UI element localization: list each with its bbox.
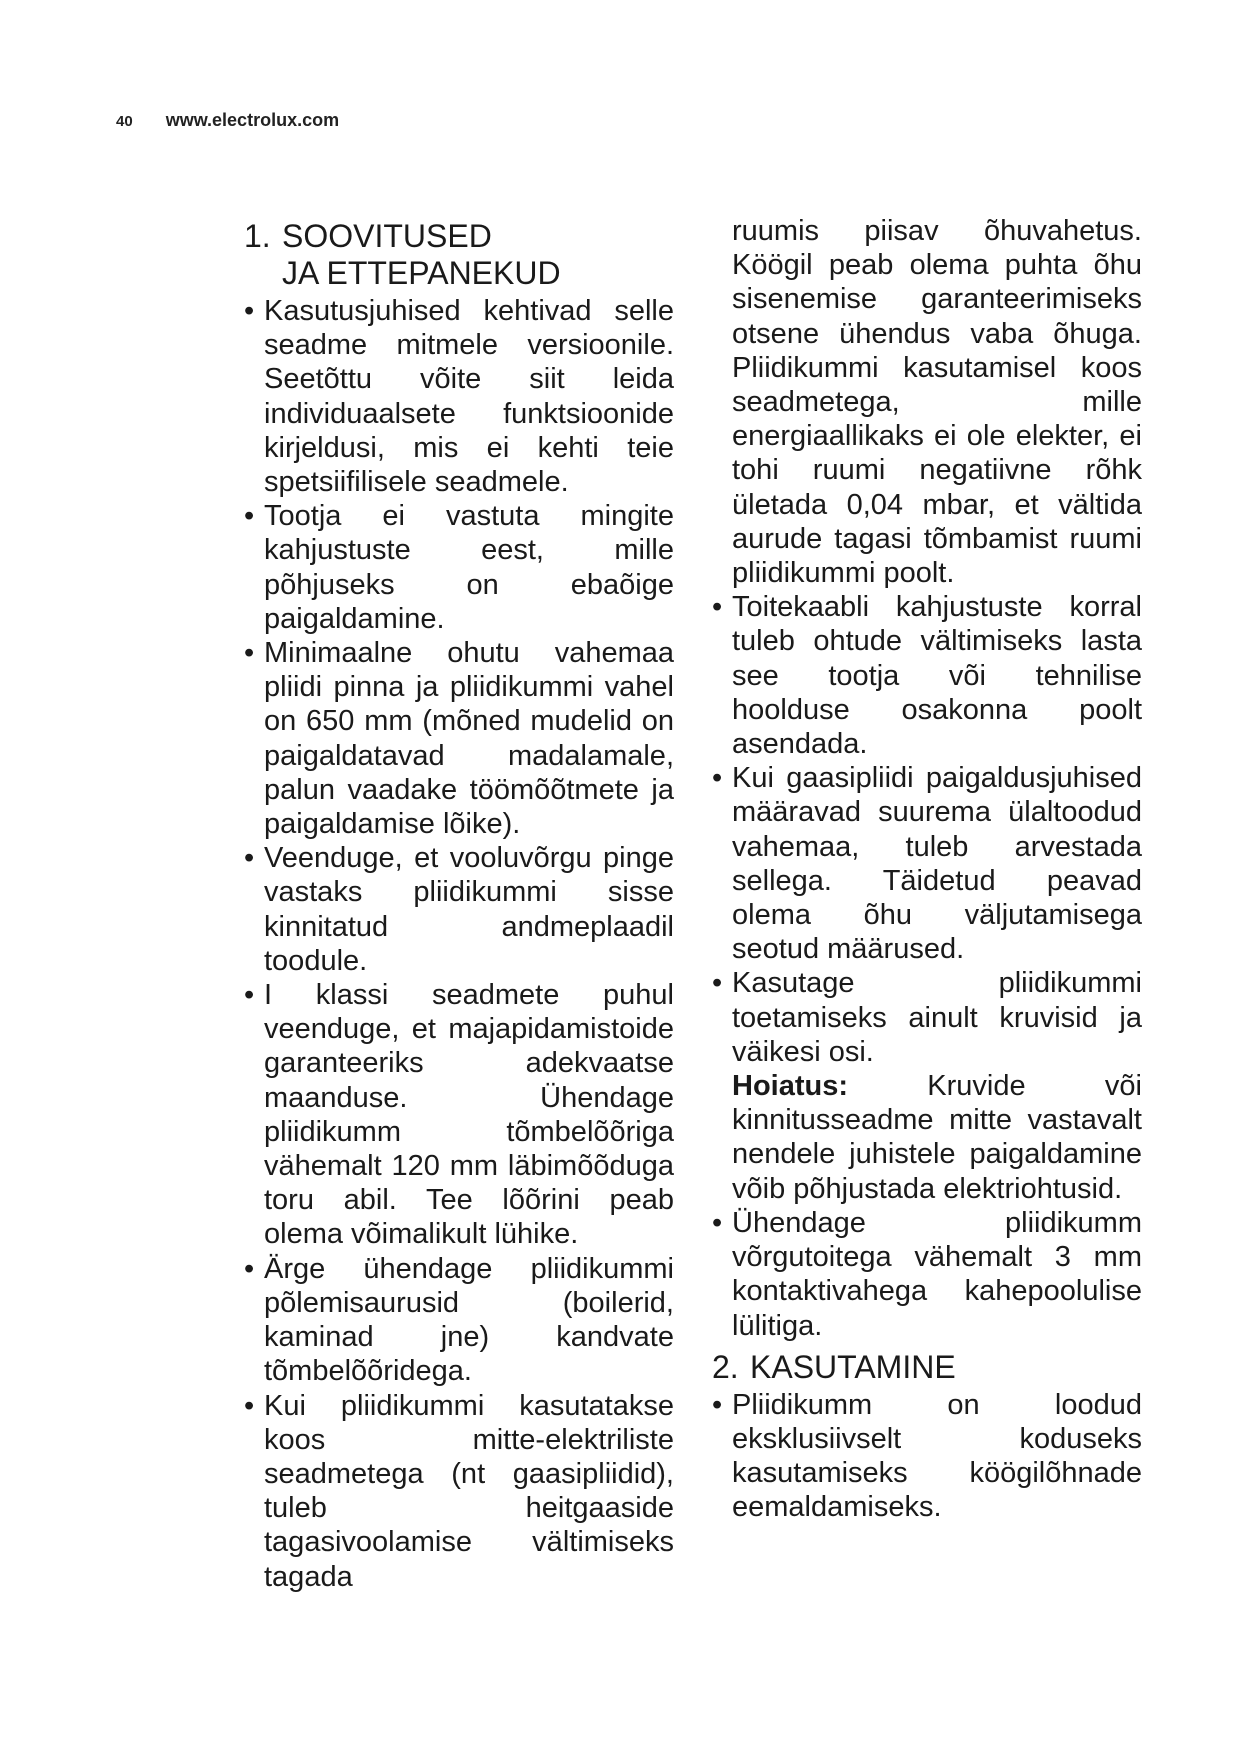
bullet-icon: • — [712, 1206, 723, 1239]
list-item: • Ärge ühendage pliidikummi põlemisaurusid (boilerid, kaminad jne) kandvate tõmbelõõridega. — [244, 1252, 674, 1388]
section-title — [282, 218, 674, 292]
section-title-line2: JA ETTEPANEKUD — [282, 255, 561, 291]
recommendations-list-continued — [712, 590, 1142, 1069]
bullet-icon: • — [712, 1388, 723, 1421]
page-header — [116, 110, 339, 131]
bullet-icon: • — [244, 1252, 255, 1285]
recommendations-list — [244, 294, 674, 1594]
usage-list — [712, 1388, 1142, 1525]
list-item: • Kui gaasipliidi paigaldusjuhised määravad suurema ülaltoodud vahemaa, tuleb arvestada sellega. Täidetud peavad olema õhu väljutamisega seotud määrused. — [712, 762, 1142, 966]
bullet-icon: • — [244, 295, 255, 327]
section-number: 2. — [712, 1348, 739, 1385]
bullet-icon: • — [244, 1389, 255, 1422]
list-item: • Pliidikumm on loodud eksklusiivselt koduseks kasutamiseks köögilõhnade eemaldamiseks. — [712, 1388, 1142, 1524]
section-heading-usage — [712, 1349, 1142, 1386]
bullet-icon: • — [712, 967, 723, 1000]
bullet-icon: • — [712, 591, 723, 624]
list-item: • I klassi seadmete puhul veenduge, et majapidamistoide garanteeriks adekvaatse maanduse. Ühendage pliidikumm tõmbelõõriga vähemalt 120 mm läbimõõduga toru abil. Tee lõõrini peab olema võimalikult lühike. — [244, 979, 674, 1251]
bullet-icon: • — [712, 762, 723, 795]
right-column — [712, 214, 1142, 1525]
bullet-icon: • — [244, 500, 255, 533]
section-heading-recommendations — [244, 218, 674, 292]
bullet-icon: • — [244, 979, 255, 1012]
list-item: • Ühendage pliidikumm võrgutoitega vähemalt 3 mm kontaktivahega kahepoolulise lülitiga. — [712, 1206, 1142, 1342]
list-item-continuation: ruumis piisav õhuvahetus. Köögil peab olema puhta õhu sisenemise garanteerimiseks otsene ühendus vaba õhuga. Pliidikummi kasutamisel koos seadmetega, mille energiaallikaks ei ole elekter, ei tohi ruumi negatiivne rõhk ületada 0,04 mbar, et vältida aurude tagasi tõmbamist ruumi pliidikummi poolt. — [732, 215, 1142, 590]
bullet-icon: • — [244, 637, 255, 670]
left-column — [244, 214, 674, 1594]
page-number: 40 — [116, 113, 133, 130]
warning-label: Hoiatus: — [732, 1070, 848, 1103]
list-item: • Kasutusjuhised kehtivad selle seadme mitmele versioonile. Seetõttu võite siit leida individuaalsete funktsioonide kirjeldusi, mis ei kehti teie spetsiifilisele seadmele. — [244, 295, 674, 499]
bullet-icon: • — [244, 842, 255, 875]
list-item: • Minimaalne ohutu vahemaa pliidi pinna ja pliidikummi vahel on 650 mm (mõned mudelid on paigaldatavad madalamale, palun vaadake töömõõtmete ja paigaldamise lõike). — [244, 637, 674, 841]
list-item: • Veenduge, et vooluvõrgu pinge vastaks pliidikummi sisse kinnitatud andmeplaadil toodule. — [244, 842, 674, 977]
list-item: • Kui pliidikummi kasutatakse koos mitte-elektriliste seadmetega (nt gaasipliidid), tuleb heitgaaside tagasivoolamise vältimiseks tagada — [244, 1389, 674, 1593]
list-item: • Tootja ei vastuta mingite kahjustuste eest, mille põhjuseks on ebaõige paigaldamine. — [244, 500, 674, 635]
section-title: KASUTAMINE — [750, 1348, 956, 1385]
recommendations-list-final — [712, 1206, 1142, 1343]
section-number: 1. — [244, 218, 271, 254]
warning-note — [712, 1069, 1142, 1206]
list-item: • Toitekaabli kahjustuste korral tuleb ohtude vältimiseks lasta see tootja või tehnilise hoolduse osakonna poolt asendada. — [712, 591, 1142, 761]
section-title-line1: SOOVITUSED — [282, 218, 492, 254]
warning-text: Kruvide või kinnitusseadme mitte vastavalt nendele juhistele paigaldamine võib põhjustada elektriohtusid. — [732, 1070, 1142, 1205]
site-url: www.electrolux.com — [165, 110, 340, 130]
list-item: • Kasutage pliidikummi toetamiseks ainult kruvisid ja väikesi osi. — [712, 967, 1142, 1068]
